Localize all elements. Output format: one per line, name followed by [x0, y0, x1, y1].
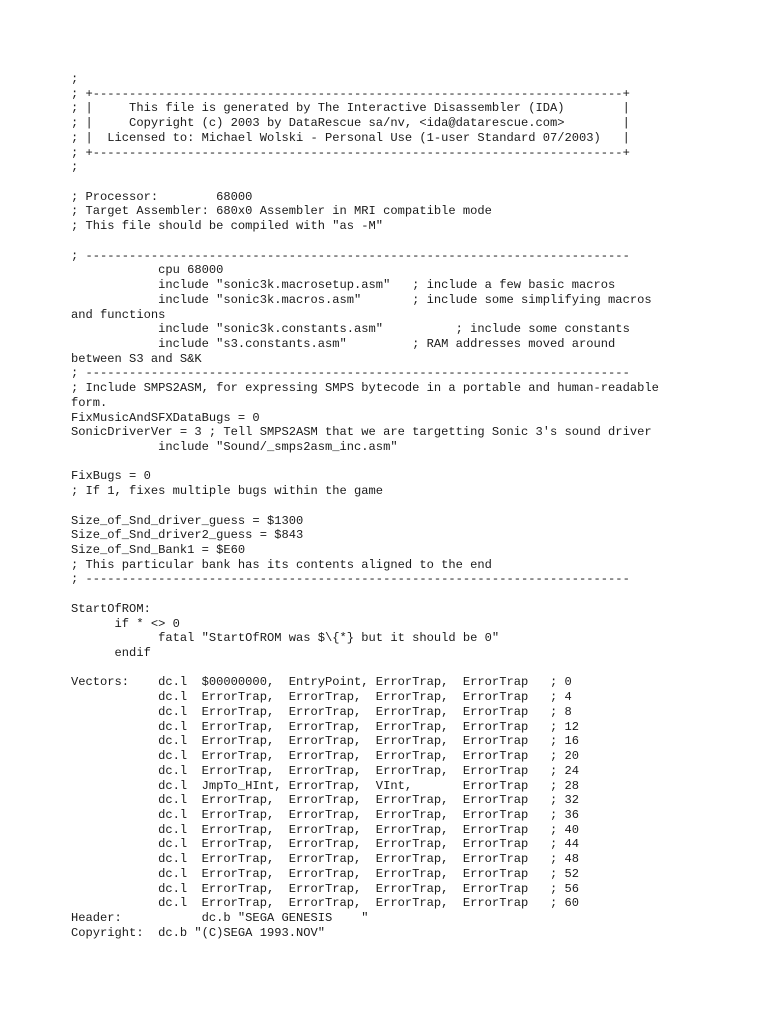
assignment-line: Size_of_Snd_driver2_guess = $843 — [71, 528, 304, 543]
vector-line: dc.l ErrorTrap, ErrorTrap, ErrorTrap, ErrorTrap ; 32 — [71, 793, 580, 808]
comment-line: ; Include SMPS2ASM, for expressing SMPS bytecode in a portable and human-readable — [71, 381, 659, 396]
comment-line: ; This particular bank has its contents aligned to the end — [71, 557, 492, 572]
header-line: Header: dc.b "SEGA GENESIS " — [71, 910, 369, 925]
vector-line: dc.l ErrorTrap, ErrorTrap, ErrorTrap, ErrorTrap ; 20 — [71, 749, 580, 764]
vector-line: dc.l JmpTo_HInt, ErrorTrap, VInt, ErrorTrap ; 28 — [71, 778, 580, 793]
blank-line — [71, 587, 761, 602]
compile-note-line: ; This file should be compiled with "as -M" — [71, 219, 384, 234]
wrapped-line: form. — [71, 395, 108, 410]
cpu-directive-line: cpu 68000 — [71, 263, 224, 278]
wrapped-line: and functions — [71, 307, 166, 322]
banner-border-bottom: ; +-------------------------------------------------------------------------+ — [71, 145, 630, 160]
blank-line — [71, 234, 761, 249]
separator-line: ; --------------------------------------------------------------------------- — [71, 248, 630, 263]
vector-line: dc.l ErrorTrap, ErrorTrap, ErrorTrap, ErrorTrap ; 24 — [71, 763, 580, 778]
assignment-line: SonicDriverVer = 3 ; Tell SMPS2ASM that we are targetting Sonic 3's sound driver — [71, 425, 652, 440]
vector-line: dc.l ErrorTrap, ErrorTrap, ErrorTrap, ErrorTrap ; 12 — [71, 719, 580, 734]
vector-line: dc.l ErrorTrap, ErrorTrap, ErrorTrap, ErrorTrap ; 16 — [71, 734, 580, 749]
wrapped-line: between S3 and S&K — [71, 351, 202, 366]
vector-line: dc.l ErrorTrap, ErrorTrap, ErrorTrap, ErrorTrap ; 44 — [71, 837, 580, 852]
blank-line — [71, 455, 761, 470]
blank-line — [71, 175, 761, 190]
banner-line-license: ; | Licensed to: Michael Wolski - Personal Use (1-user Standard 07/2003) | — [71, 130, 630, 145]
assignment-line: Size_of_Snd_Bank1 = $E60 — [71, 543, 246, 557]
banner-line-copyright: ; | Copyright (c) 2003 by DataRescue sa/nv, <ida@datarescue.com> | — [71, 116, 630, 131]
vector-line: Vectors: dc.l $00000000, EntryPoint, ErrorTrap, ErrorTrap ; 0 — [71, 675, 572, 690]
vector-line: dc.l ErrorTrap, ErrorTrap, ErrorTrap, ErrorTrap ; 52 — [71, 866, 580, 881]
assignment-line: Size_of_Snd_driver_guess = $1300 — [71, 513, 304, 528]
blank-line — [71, 499, 761, 514]
conditional-line: endif — [71, 646, 151, 661]
vector-line: dc.l ErrorTrap, ErrorTrap, ErrorTrap, ErrorTrap ; 56 — [71, 881, 580, 896]
include-line: include "sonic3k.macros.asm" ; include some simplifying macros — [71, 292, 652, 307]
copyright-line: Copyright: dc.b "(C)SEGA 1993.NOV" — [71, 925, 326, 940]
vector-line: dc.l ErrorTrap, ErrorTrap, ErrorTrap, ErrorTrap ; 40 — [71, 822, 580, 837]
vector-line: dc.l ErrorTrap, ErrorTrap, ErrorTrap, ErrorTrap ; 8 — [71, 704, 572, 719]
include-line: include "sonic3k.constants.asm" ; include some constants — [71, 322, 630, 337]
processor-line: ; Processor: 68000 — [71, 189, 253, 204]
conditional-line: if * <> 0 — [71, 616, 180, 631]
comment-line: ; — [71, 72, 79, 86]
target-assembler-line: ; Target Assembler: 680x0 Assembler in MRI compatible mode — [71, 204, 492, 219]
include-line: include "sonic3k.macrosetup.asm" ; include a few basic macros — [71, 278, 616, 293]
banner-border-top: ; +-------------------------------------------------------------------------+ — [71, 86, 630, 101]
comment-line: ; — [71, 160, 79, 175]
blank-line — [71, 661, 761, 676]
vector-line: dc.l ErrorTrap, ErrorTrap, ErrorTrap, ErrorTrap ; 4 — [71, 690, 572, 705]
assignment-line: FixBugs = 0 — [71, 469, 151, 484]
comment-line: ; If 1, fixes multiple bugs within the game — [71, 484, 384, 499]
vector-line: dc.l ErrorTrap, ErrorTrap, ErrorTrap, ErrorTrap ; 60 — [71, 896, 580, 911]
include-line: include "s3.constants.asm" ; RAM addresses moved around — [71, 336, 616, 351]
assignment-line: FixMusicAndSFXDataBugs = 0 — [71, 410, 260, 425]
banner-line-generated: ; | This file is generated by The Interactive Disassembler (IDA) | — [71, 101, 630, 116]
vector-line: dc.l ErrorTrap, ErrorTrap, ErrorTrap, ErrorTrap ; 36 — [71, 807, 580, 822]
source-listing — [71, 72, 761, 940]
label-line: StartOfROM: — [71, 601, 151, 616]
fatal-line: fatal "StartOfROM was $\{*} but it should be 0" — [71, 631, 500, 646]
vector-line: dc.l ErrorTrap, ErrorTrap, ErrorTrap, ErrorTrap ; 48 — [71, 852, 580, 867]
separator-line: ; --------------------------------------------------------------------------- — [71, 572, 630, 587]
separator-line: ; --------------------------------------------------------------------------- — [71, 366, 630, 381]
include-line: include "Sound/_smps2asm_inc.asm" — [71, 439, 398, 454]
